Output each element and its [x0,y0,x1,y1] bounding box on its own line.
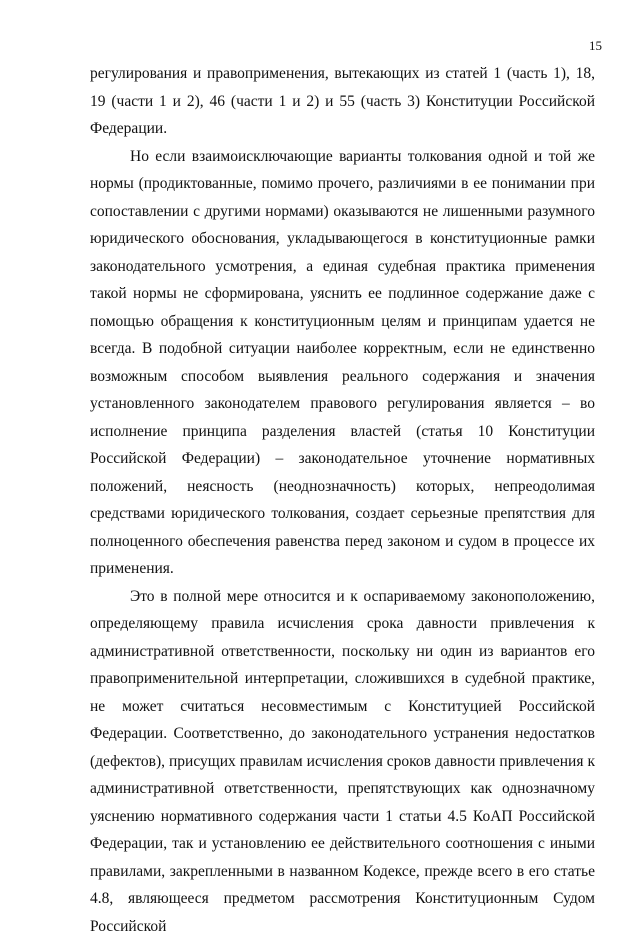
page-number: 15 [589,38,602,54]
paragraph-statute-limitation: Это в полной мере относится и к оспариваемому законоположению, определяющему правила исчисления срока давности привлечения к административной ответственности, поскольку ни один из вариантов его правоприменительной интерпретации, сложившихся в судебной практике, не может считаться несовместимым с Конституцией Российской Федерации. Соответственно, до законодательного устранения недостатков (дефектов), присущих правилам исчисления сроков давности привлечения к административной ответственности, препятствующих как однозначному уяснению нормативного содержания части 1 статьи 4.5 КоАП Российской Федерации, так и установлению ее действительного соотношения с иными правилами, закрепленными в названном Кодексе, прежде всего в его статье 4.8, являющееся предметом рассмотрения Конституционным Судом Российской [90,583,595,940]
paragraph-interpretation: Но если взаимоисключающие варианты толкования одной и той же нормы (продиктованные, помимо прочего, различиями в ее понимании при сопоставлении с другими нормами) оказываются не лишенными разумного юридического обоснования, укладывающегося в конституционные рамки законодательного усмотрения, а единая судебная практика применения такой нормы не сформирована, уяснить ее подлинное содержание даже с помощью обращения к конституционным целям и принципам удается не всегда. В подобной ситуации наиболее корректным, если не единственно возможным способом выявления реального содержания и значения установленного законодателем правового регулирования является – во исполнение принципа разделения властей (статья 10 Конституции Российской Федерации) – законодательное уточнение нормативных положений, неясность (неоднозначность) которых, непреодолимая средствами юридического толкования, создает серьезные препятствия для полноценного обеспечения равенства перед законом и судом в процессе их применения. [90,143,595,583]
paragraph-continued: регулирования и правоприменения, вытекающих из статей 1 (часть 1), 18, 19 (части 1 и 2), 46 (части 1 и 2) и 55 (часть 3) Конституции Российской Федерации. [90,60,595,143]
document-body [90,60,595,940]
